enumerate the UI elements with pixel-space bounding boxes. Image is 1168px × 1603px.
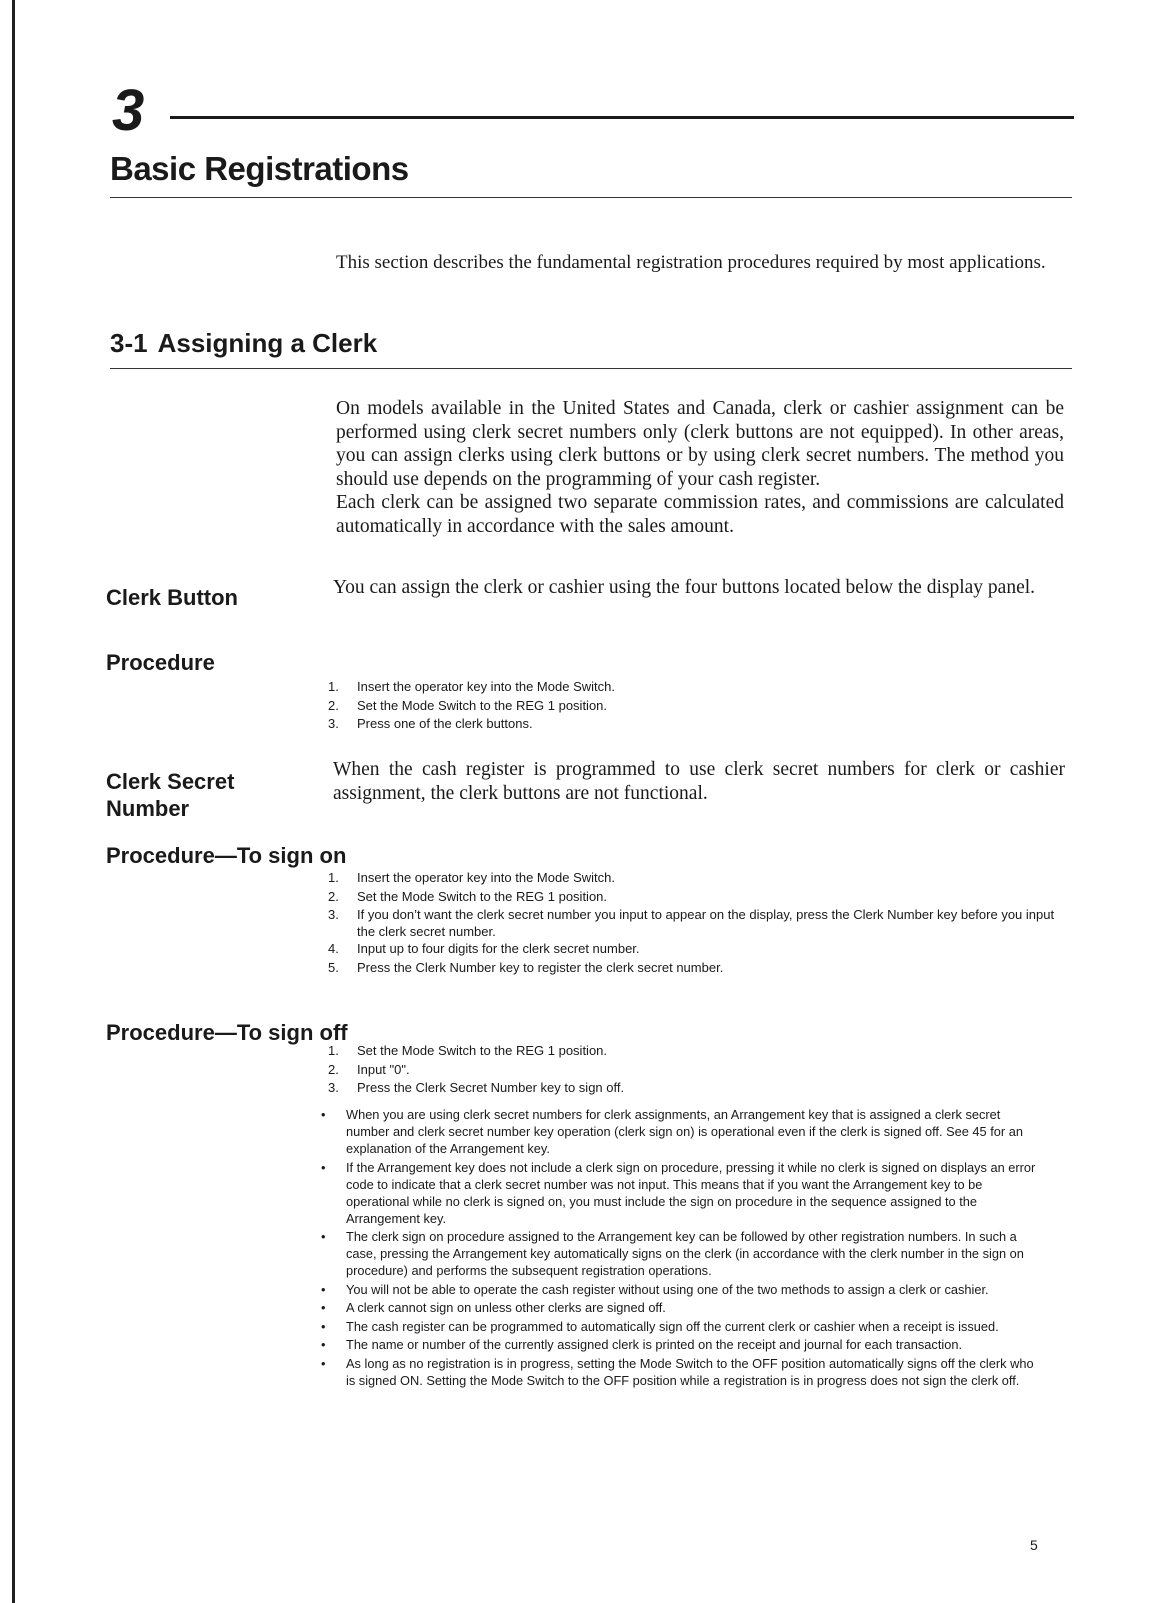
step-number: 3. (328, 716, 339, 731)
note-text: The clerk sign on procedure assigned to the Arrangement key can be followed by other registration numbers. In such a case, pressing the Arrangement key automatically signs on the clerk (in accordance with the clerk number in the sign on procedure) and performs the subsequent registration operations. (346, 1229, 1024, 1278)
step-text: Insert the operator key into the Mode Switch. (357, 870, 615, 885)
list-item (328, 1042, 1058, 1061)
list-item (328, 1079, 1058, 1098)
list-item (328, 959, 1058, 978)
heading-line: Clerk Secret (106, 769, 235, 794)
step-number: 2. (328, 697, 339, 713)
page-number: 5 (1030, 1537, 1038, 1553)
clerk-secret-text: When the cash register is programmed to use clerk secret numbers for clerk or cashier assignment, the clerk buttons are not functional. (333, 759, 1065, 804)
note-text: If the Arrangement key does not include a clerk sign on procedure, pressing it while no clerk is signed on displays an error code to indicate that a clerk secret number was not input. This means that if you want the Arrangement key to be operational while no clerk is signed on, you must include the sign on procedure in the sequence assigned to the Arrangement key. (346, 1159, 1036, 1226)
step-number: 1. (328, 870, 339, 885)
note-text: When you are using clerk secret numbers for clerk assignments, an Arrangement key that is assigned a clerk secret number and clerk secret number key operation (clerk sign on) is operational even if the clerk is signed off. See 45 for an explanation of the Arrangement key. (346, 1107, 1023, 1156)
list-item (328, 697, 1058, 716)
bullet: • (321, 1337, 326, 1352)
note-text: The name or number of the currently assigned clerk is printed on the receipt and journal for each transaction. (346, 1337, 963, 1352)
bullet: • (321, 1355, 326, 1371)
step-text: Input "0". (357, 1061, 410, 1077)
list-item (320, 1159, 1042, 1227)
heading-line: Number (106, 796, 190, 821)
section-divider (110, 368, 1072, 369)
bullet: • (321, 1159, 326, 1175)
note-text: The cash register can be programmed to automatically sign off the current clerk or cashier when a receipt is issued. (346, 1318, 999, 1334)
list-item (328, 888, 1058, 907)
list-item (320, 1336, 1042, 1353)
paragraph: On models available in the United States and Canada, clerk or cashier assignment can be performed using clerk secret numbers only (clerk buttons are not equipped). In other areas, you can assign clerks using clerk buttons or by using clerk secret numbers. The method you should use depends on the programming of your cash register. (336, 398, 1064, 490)
list-item (320, 1106, 1042, 1157)
chapter-number: 3 (112, 78, 145, 143)
step-number: 4. (328, 941, 339, 956)
list-item (328, 869, 1058, 888)
sign-on-heading: Procedure—To sign on (106, 843, 347, 868)
step-number: 2. (328, 888, 339, 904)
list-item (328, 906, 1058, 940)
step-text: Set the Mode Switch to the REG 1 position. (357, 1043, 608, 1058)
note-text: As long as no registration is in progress, setting the Mode Switch to the OFF position automatically signs off the clerk who is signed ON. Setting the Mode Switch to the OFF position while a registration is in progress does not sign the clerk off. (346, 1355, 1034, 1388)
section-heading (110, 328, 377, 359)
step-text: If you don’t want the clerk secret number you input to appear on the display, press the Clerk Number key before you input the clerk secret number. (357, 907, 1055, 939)
sign-on-steps (328, 869, 1058, 977)
step-number: 5. (328, 959, 339, 975)
binding-edge (12, 0, 15, 1603)
list-item (328, 940, 1058, 959)
chapter-rule (170, 116, 1074, 119)
section-body (336, 397, 1064, 538)
step-number: 2. (328, 1061, 339, 1077)
list-item (320, 1281, 1042, 1298)
title-divider (110, 197, 1072, 198)
section-title: Assigning a Clerk (157, 328, 378, 358)
clerk-button-text: You can assign the clerk or cashier using the four buttons located below the display panel. (333, 577, 1036, 598)
list-item (328, 715, 1058, 734)
step-number: 1. (328, 679, 339, 694)
procedure-heading: Procedure (106, 650, 215, 675)
step-text: Input up to four digits for the clerk secret number. (357, 941, 640, 956)
list-item (328, 1061, 1058, 1080)
paragraph: Each clerk can be assigned two separate commission rates, and commissions are calculated automatically in accordance with the sales amount. (336, 492, 1064, 537)
step-text: Insert the operator key into the Mode Switch. (357, 679, 615, 694)
chapter-intro: This section describes the fundamental registration procedures required by most applications. (336, 252, 1046, 273)
sign-off-steps (328, 1042, 1058, 1098)
list-item (320, 1299, 1042, 1316)
bullet: • (321, 1107, 326, 1122)
bullet: • (321, 1318, 326, 1334)
clerk-button-steps (328, 678, 1058, 734)
step-text: Press the Clerk Number key to register the clerk secret number. (357, 959, 724, 975)
list-item (320, 1318, 1042, 1335)
step-text: Set the Mode Switch to the REG 1 position. (357, 888, 608, 904)
bullet: • (321, 1281, 326, 1297)
clerk-secret-heading (106, 768, 306, 822)
sign-off-notes (320, 1106, 1042, 1390)
step-text: Press one of the clerk buttons. (357, 716, 533, 731)
chapter-title: Basic Registrations (110, 150, 409, 187)
step-text: Press the Clerk Secret Number key to sign off. (357, 1080, 625, 1095)
note-text: A clerk cannot sign on unless other clerks are signed off. (346, 1300, 666, 1315)
step-number: 1. (328, 1043, 339, 1058)
step-number: 3. (328, 907, 339, 922)
step-number: 3. (328, 1080, 339, 1095)
sign-off-heading: Procedure—To sign off (106, 1020, 348, 1045)
note-text: You will not be able to operate the cash register without using one of the two methods to assign a clerk or cashier. (346, 1281, 989, 1297)
step-text: Set the Mode Switch to the REG 1 position. (357, 697, 608, 713)
section-number: 3-1 (110, 328, 148, 358)
list-item (320, 1228, 1042, 1279)
bullet: • (321, 1229, 326, 1244)
bullet: • (321, 1300, 326, 1315)
clerk-button-heading: Clerk Button (106, 585, 238, 610)
list-item (320, 1355, 1042, 1389)
list-item (328, 678, 1058, 697)
